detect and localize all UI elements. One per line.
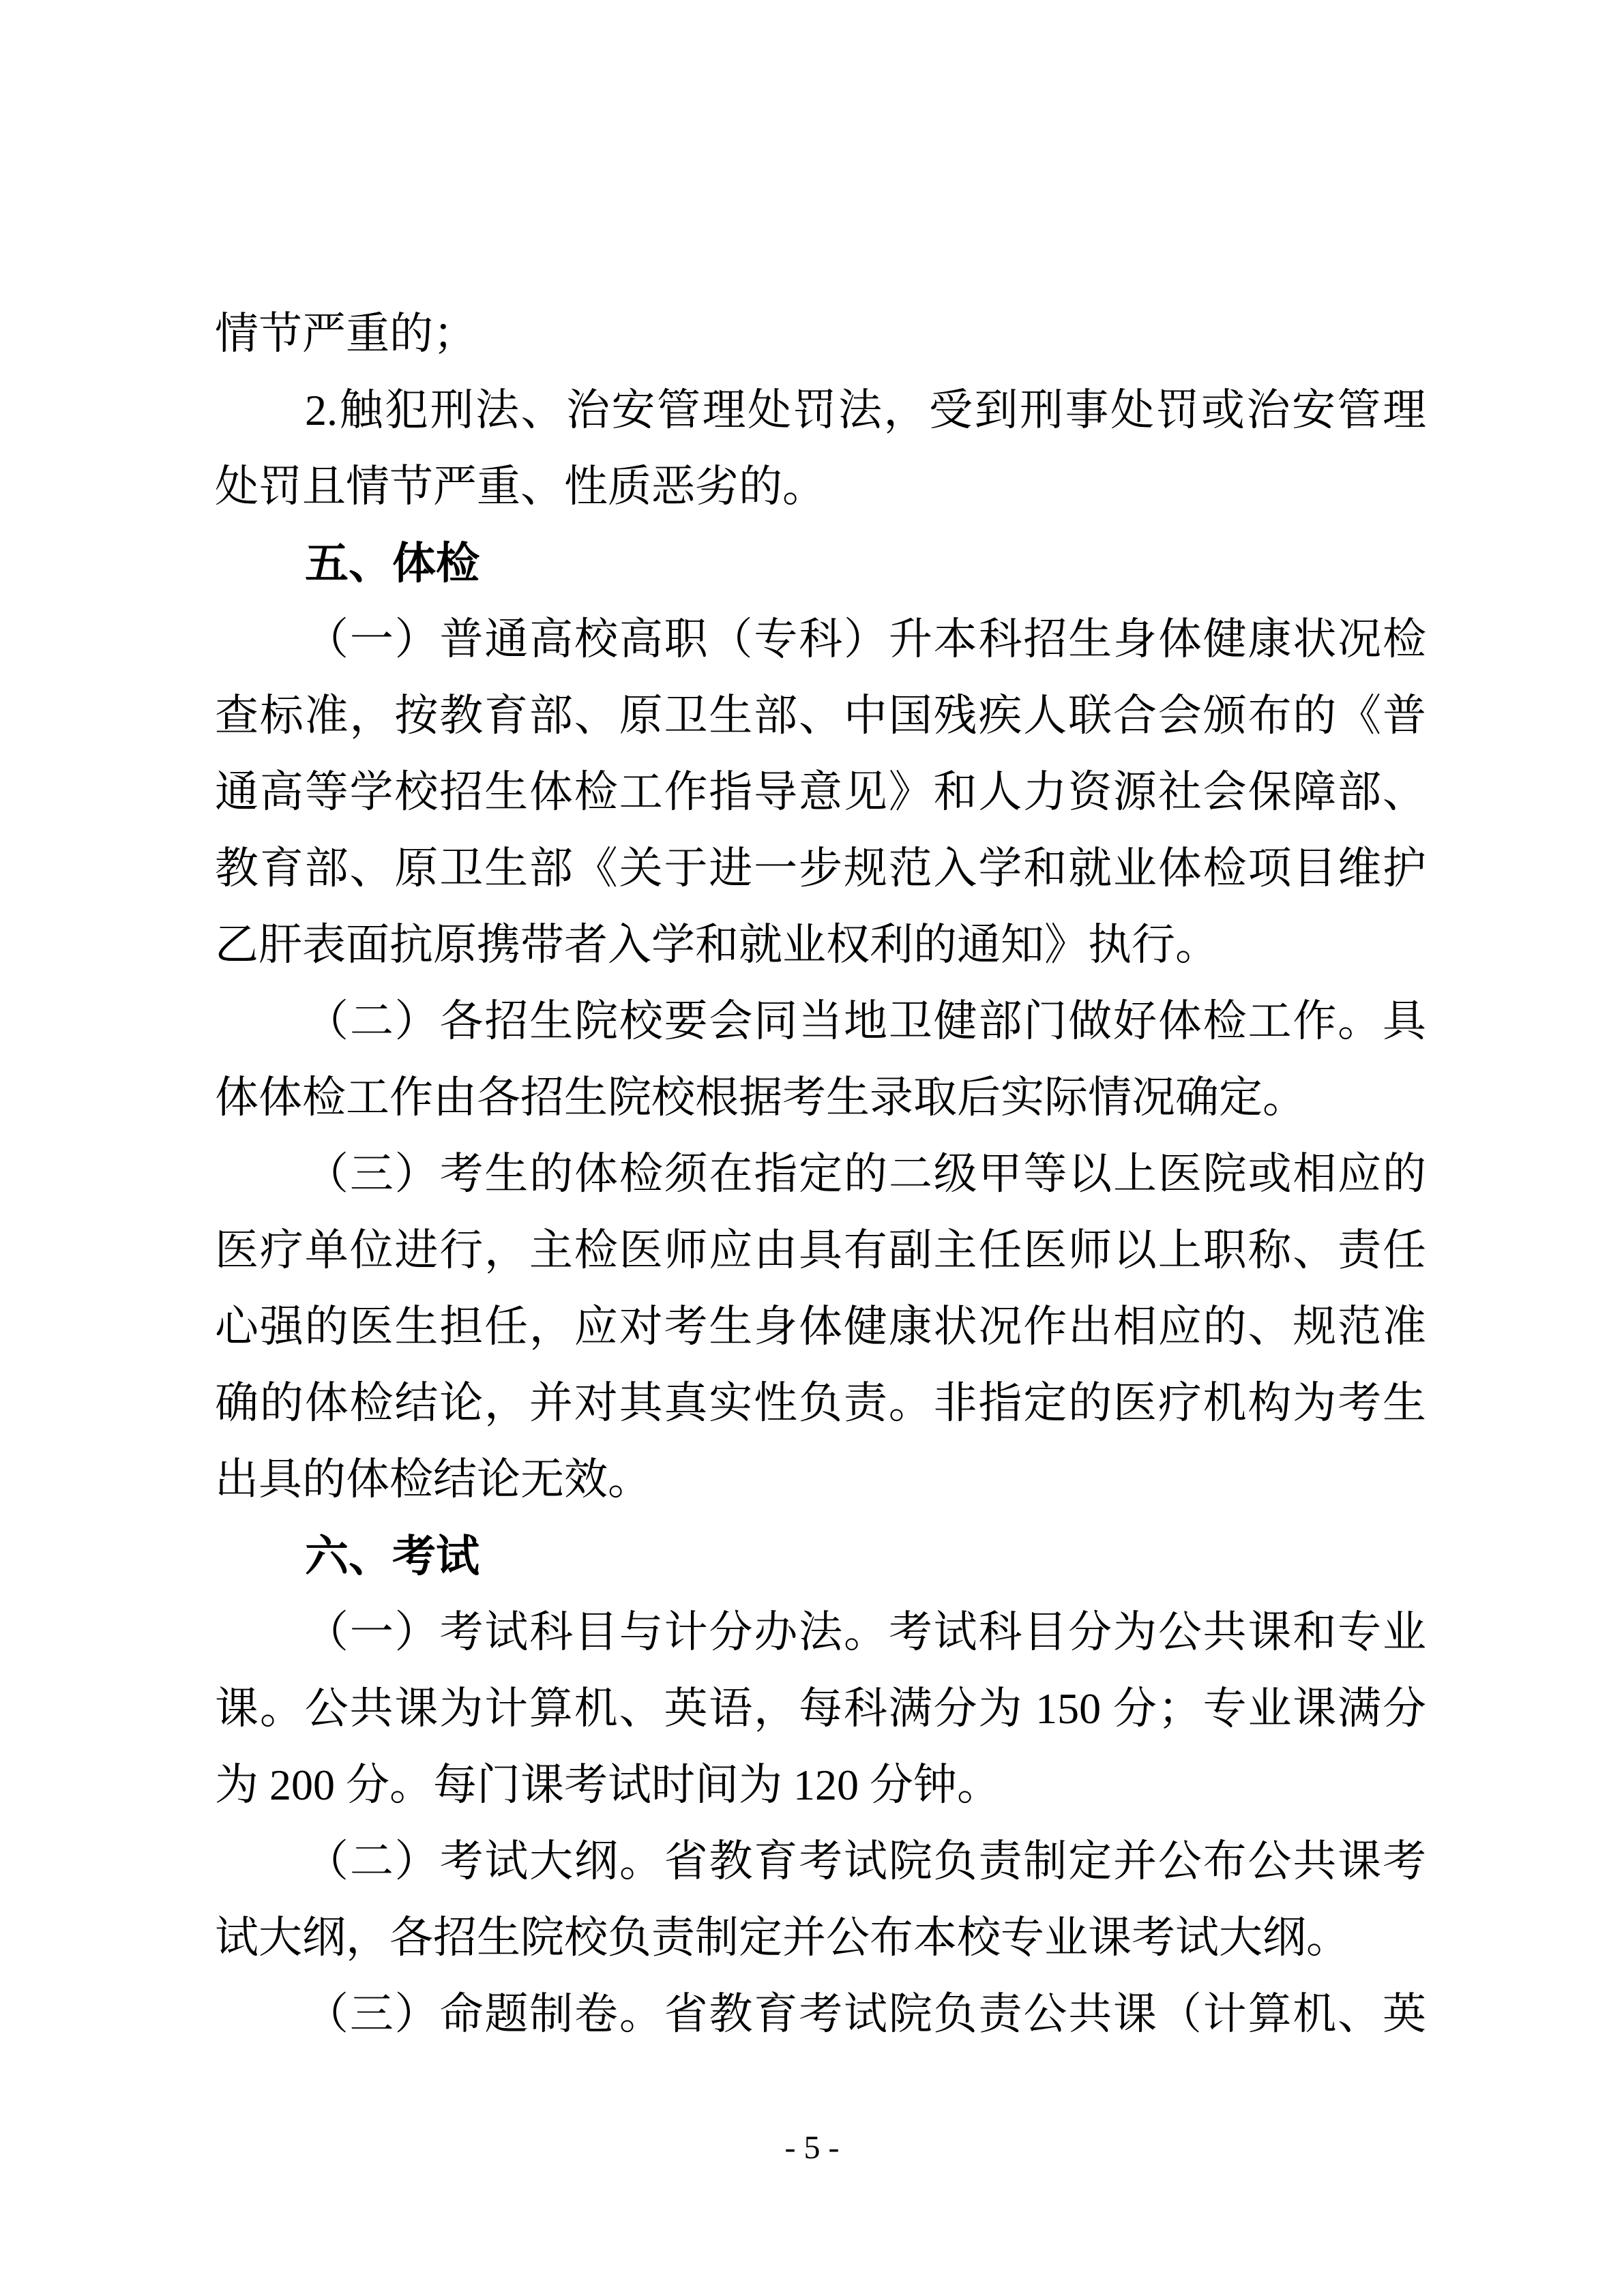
section-heading: 五、体检: [305, 539, 479, 588]
text-line: （三）考生的体检须在指定的二级甲等以上医院或相应的: [305, 1150, 1426, 1198]
section-heading: 六、考试: [305, 1532, 479, 1581]
text-line: 试大纲，各招生院校负责制定并公布本校专业课考试大纲。: [215, 1913, 1350, 1962]
document-body: [215, 296, 1426, 2053]
text-line: 课。公共课为计算机、英语，每科满分为 150 分；专业课满分: [215, 1684, 1426, 1733]
text-line: 心强的医生担任，应对考生身体健康状况作出相应的、规范准: [215, 1302, 1426, 1351]
text-line: 查标准，按教育部、原卫生部、中国残疾人联合会颁布的《普: [215, 691, 1426, 740]
text-line: 为 200 分。每门课考试时间为 120 分钟。: [215, 1761, 1001, 1809]
text-line: （二）考试大纲。省教育考试院负责制定并公布公共课考: [305, 1837, 1426, 1885]
text-line: （一）普通高校高职（专科）升本科招生身体健康状况检: [305, 615, 1426, 664]
text-line: 出具的体检结论无效。: [215, 1455, 651, 1504]
text-line: 乙肝表面抗原携带者入学和就业权利的通知》执行。: [215, 921, 1219, 969]
page-number: - 5 -: [784, 2130, 840, 2166]
text-line: 情节严重的；: [215, 310, 477, 358]
text-line: 2.触犯刑法、治安管理处罚法，受到刑事处罚或治安管理: [305, 386, 1426, 434]
text-line: （一）考试科目与计分办法。考试科目分为公共课和专业: [305, 1608, 1426, 1656]
text-line: 教育部、原卫生部《关于进一步规范入学和就业体检项目维护: [215, 844, 1426, 893]
text-line: 体体检工作由各招生院校根据考生录取后实际情况确定。: [215, 1073, 1306, 1122]
text-line: 通高等学校招生体检工作指导意见》和人力资源社会保障部、: [215, 768, 1426, 816]
text-line: 确的体检结论，并对其真实性负责。非指定的医疗机构为考生: [215, 1379, 1426, 1427]
text-line: 处罚且情节严重、性质恶劣的。: [215, 462, 826, 511]
text-line: （三）命题制卷。省教育考试院负责公共课（计算机、英: [305, 1990, 1426, 2038]
text-line: 医疗单位进行，主检医师应由具有副主任医师以上职称、责任: [215, 1226, 1426, 1274]
text-line: （二）各招生院校要会同当地卫健部门做好体检工作。具: [305, 997, 1426, 1045]
